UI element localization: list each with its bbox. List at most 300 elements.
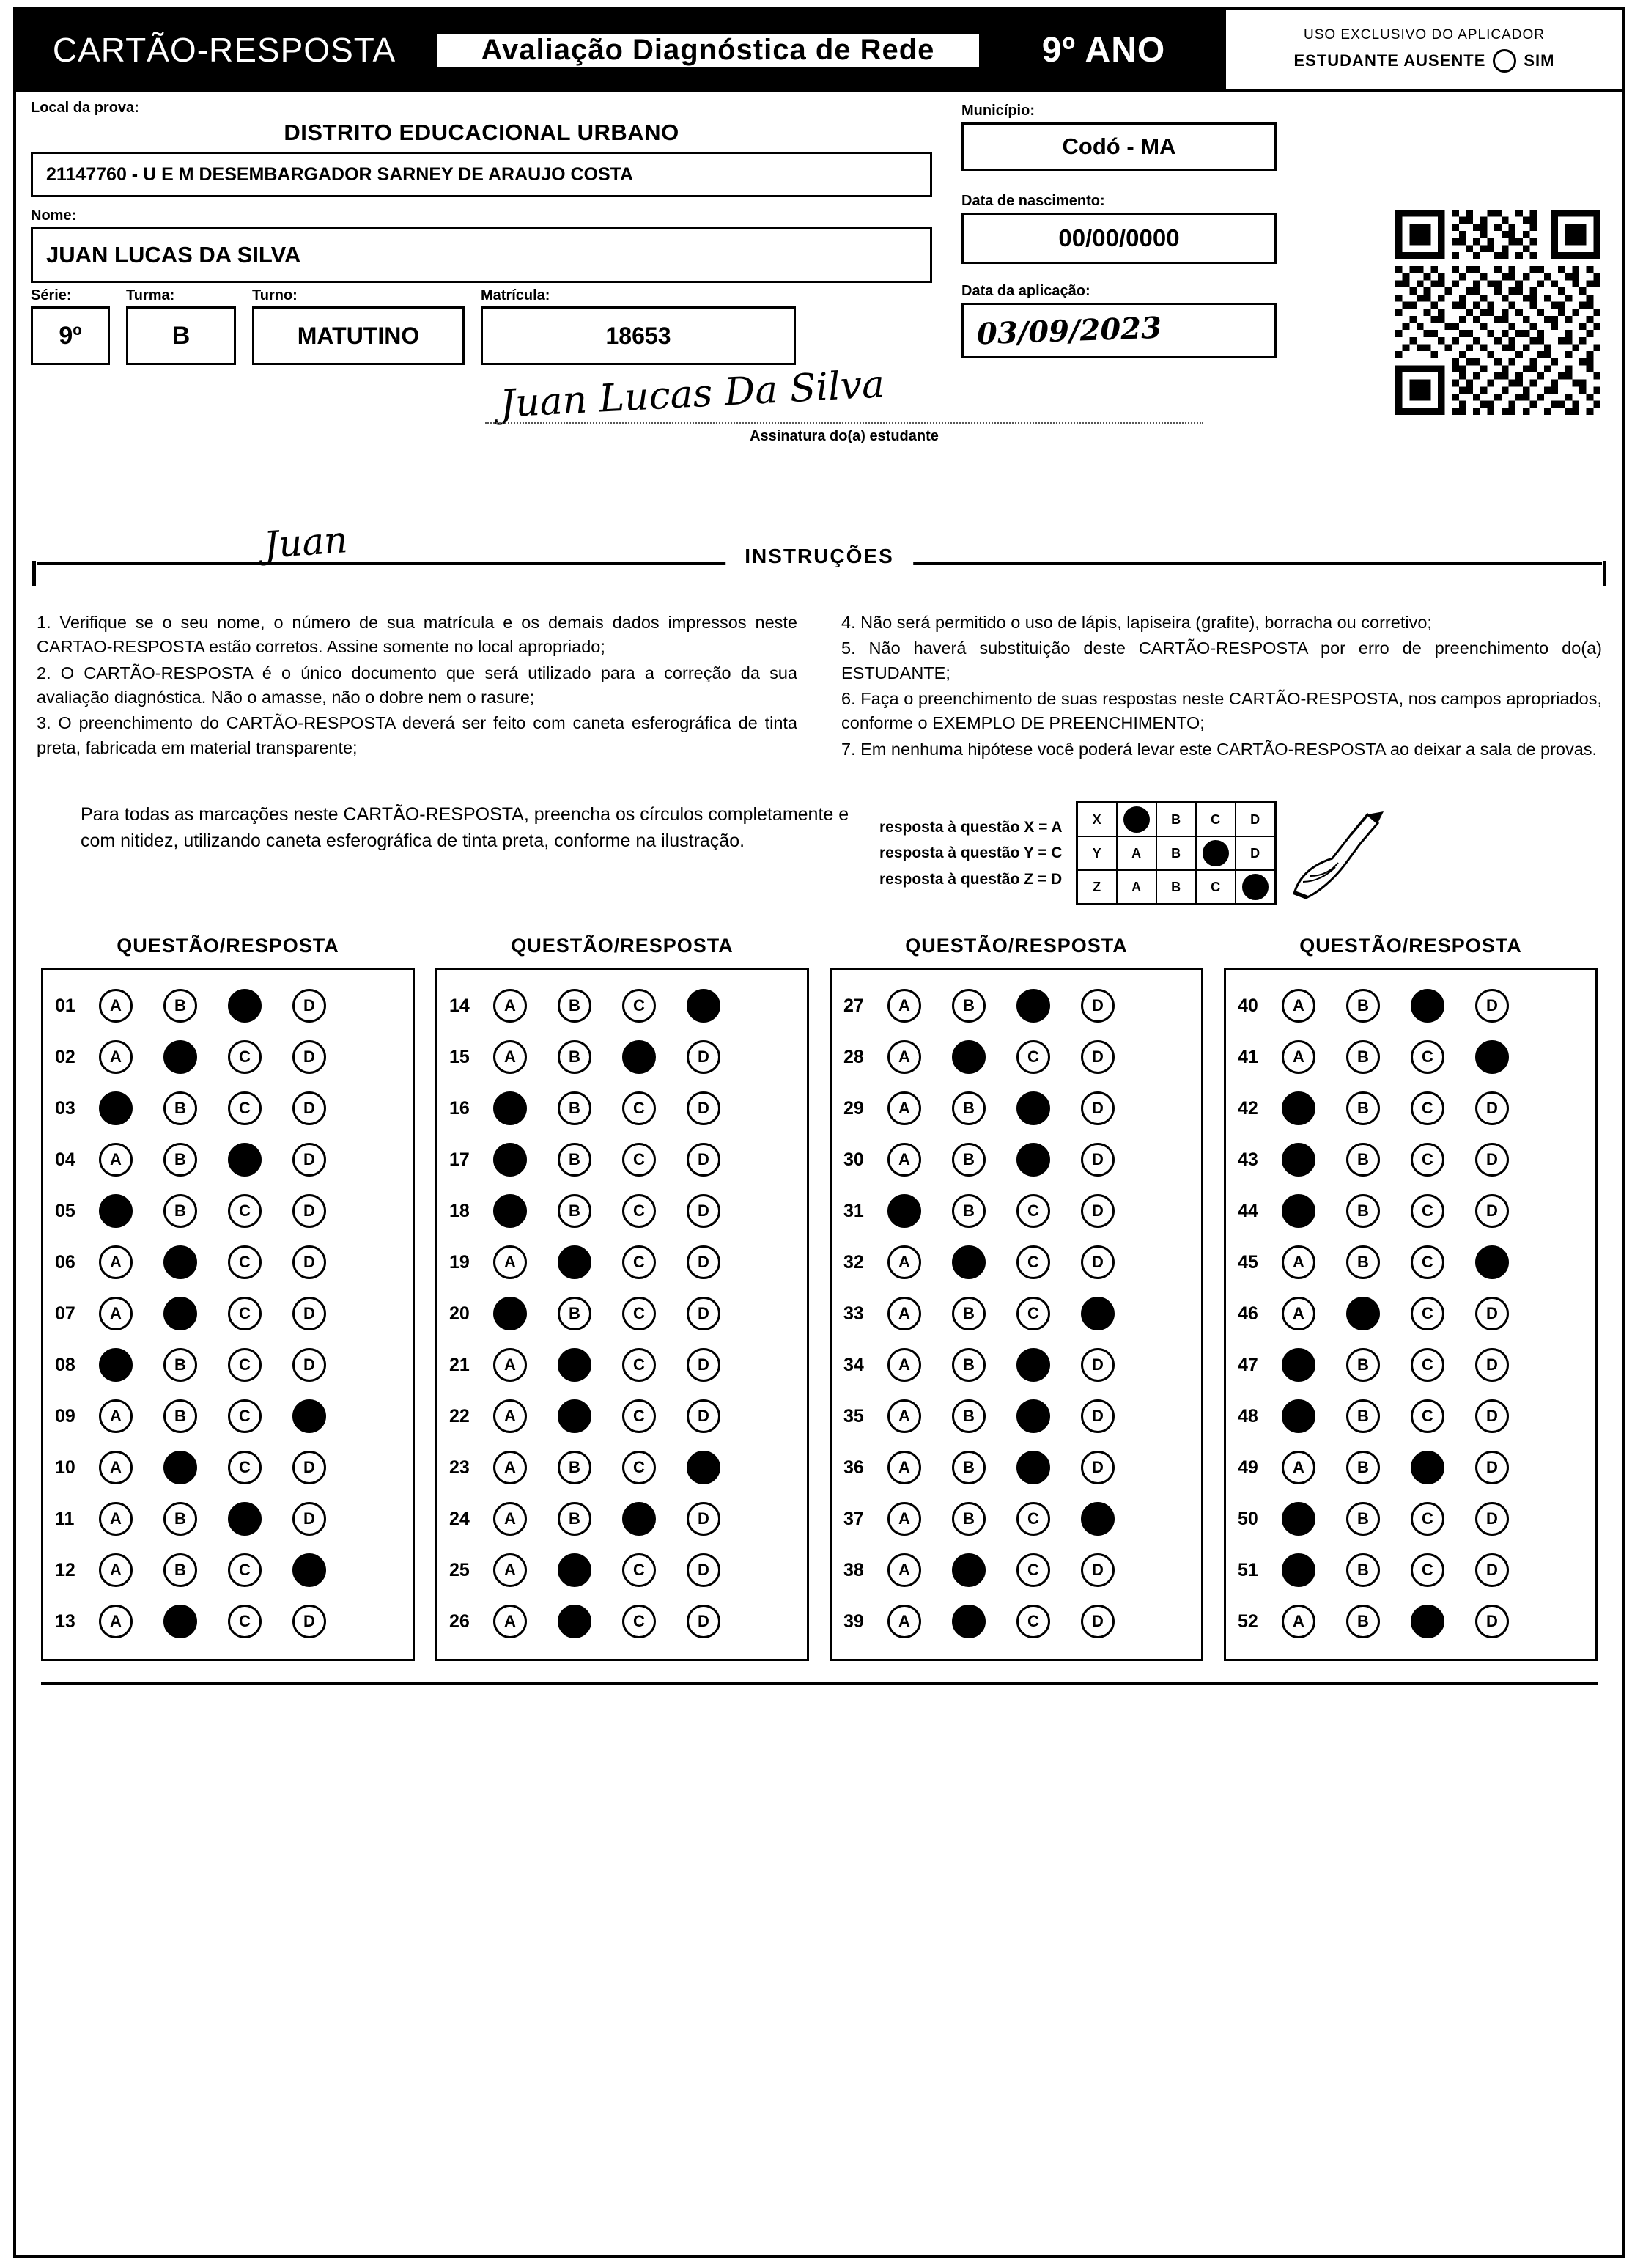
example-bubble-b: B [1157, 803, 1197, 837]
answer-bubble-b[interactable]: B [163, 1553, 197, 1587]
example-bubble-b: B [1157, 837, 1197, 871]
answer-bubble-d[interactable]: D [292, 1194, 326, 1228]
answer-bubble-c[interactable]: C [228, 1040, 262, 1074]
student-name-field: JUAN LUCAS DA SILVA [31, 227, 932, 283]
answer-row [55, 1237, 401, 1288]
answer-bubble-b[interactable]: B [558, 1502, 591, 1536]
answer-row [55, 1185, 401, 1237]
answer-bubble-d[interactable]: D [687, 1245, 720, 1279]
answer-row [449, 1442, 795, 1493]
answer-bubble-d[interactable]: D [1475, 1553, 1509, 1587]
question-number: 18 [449, 1200, 470, 1221]
answer-bubble-c[interactable]: C [228, 1297, 262, 1330]
answer-bubble-a[interactable]: A [887, 1245, 921, 1279]
answer-bubble-d[interactable] [1081, 1502, 1115, 1536]
answer-bubble-b[interactable]: B [952, 1091, 986, 1125]
answer-bubble-d[interactable] [687, 989, 720, 1023]
answer-bubble-a[interactable]: A [493, 1451, 527, 1484]
answer-bubble-a[interactable] [1282, 1553, 1315, 1587]
answer-bubble-c[interactable]: C [1411, 1553, 1444, 1587]
example-row-label: X [1078, 803, 1118, 837]
answer-bubble-a[interactable]: A [99, 1245, 133, 1279]
answer-bubble-a[interactable] [99, 1194, 133, 1228]
answer-bubble-b[interactable]: B [1346, 1245, 1380, 1279]
answer-bubble-a[interactable]: A [887, 1553, 921, 1587]
answer-bubble-a[interactable]: A [887, 1399, 921, 1433]
example-bubble-b: B [1157, 871, 1197, 903]
answer-row [843, 1391, 1189, 1442]
answer-bubble-a[interactable]: A [887, 1143, 921, 1177]
answer-bubbles [887, 1553, 1115, 1587]
signature-caption: Assinatura do(a) estudante [750, 428, 939, 444]
answer-bubble-c[interactable]: C [1016, 1297, 1050, 1330]
answer-bubble-d[interactable]: D [292, 1091, 326, 1125]
answer-bubble-a[interactable]: A [1282, 1040, 1315, 1074]
answer-row [1238, 1391, 1584, 1442]
answer-bubbles [887, 1451, 1115, 1484]
answer-bubble-a[interactable]: A [493, 1040, 527, 1074]
answer-row [843, 1134, 1189, 1185]
answer-bubble-d[interactable]: D [1081, 1348, 1115, 1382]
applicator-label: USO EXCLUSIVO DO APLICADOR [1303, 27, 1546, 43]
answer-bubble-a[interactable]: A [99, 1605, 133, 1638]
answer-bubble-d[interactable]: D [687, 1348, 720, 1382]
answer-bubble-c[interactable] [1016, 1399, 1050, 1433]
question-number: 29 [843, 1097, 864, 1119]
answer-bubble-b[interactable] [558, 1553, 591, 1587]
absent-student-label: ESTUDANTE AUSENTE [1293, 51, 1486, 70]
answer-bubble-c[interactable] [1016, 989, 1050, 1023]
example-legend-line: resposta à questão Y = C [879, 844, 1063, 862]
answer-bubble-b[interactable] [558, 1399, 591, 1433]
answer-bubble-a[interactable]: A [99, 1040, 133, 1074]
answer-bubble-a[interactable]: A [887, 1297, 921, 1330]
answer-bubble-a[interactable] [1282, 1502, 1315, 1536]
answer-bubble-c[interactable] [228, 989, 262, 1023]
answer-bubble-c[interactable]: C [1016, 1040, 1050, 1074]
answer-bubble-b[interactable]: B [558, 989, 591, 1023]
answer-bubble-d[interactable]: D [687, 1297, 720, 1330]
answer-bubble-d[interactable]: D [1081, 1194, 1115, 1228]
question-number: 04 [55, 1149, 75, 1170]
answer-bubble-b[interactable]: B [558, 1297, 591, 1330]
answer-bubbles [99, 1502, 326, 1536]
answer-row [449, 980, 795, 1031]
answer-bubble-a[interactable]: A [99, 1451, 133, 1484]
answer-bubble-d[interactable]: D [687, 1194, 720, 1228]
answer-bubbles [887, 1143, 1115, 1177]
birthdate-field: 00/00/0000 [961, 213, 1277, 264]
answer-bubble-a[interactable]: A [99, 1399, 133, 1433]
answer-bubble-c[interactable]: C [1411, 1502, 1444, 1536]
answer-bubble-a[interactable]: A [99, 1502, 133, 1536]
answer-bubble-c[interactable]: C [622, 989, 656, 1023]
answer-row [1238, 1442, 1584, 1493]
question-number: 47 [1238, 1354, 1258, 1375]
answer-bubbles [887, 1245, 1115, 1279]
answer-bubble-b[interactable]: B [1346, 1091, 1380, 1125]
example-bubble-d: D [1236, 837, 1274, 871]
answer-bubble-d[interactable]: D [1475, 1605, 1509, 1638]
answer-bubble-b[interactable] [163, 1605, 197, 1638]
answer-bubble-d[interactable]: D [292, 1245, 326, 1279]
answer-bubble-a[interactable] [1282, 1194, 1315, 1228]
answer-bubble-d[interactable]: D [1081, 1553, 1115, 1587]
answer-bubbles [887, 1399, 1115, 1433]
answer-bubble-a[interactable]: A [887, 1605, 921, 1638]
answer-bubble-b[interactable]: B [952, 1399, 986, 1433]
answer-bubble-d[interactable]: D [1475, 1451, 1509, 1484]
answer-bubble-b[interactable]: B [558, 1451, 591, 1484]
answer-row [1238, 1339, 1584, 1391]
answer-bubble-c[interactable]: C [622, 1553, 656, 1587]
answer-bubbles [493, 1451, 720, 1484]
answer-bubble-d[interactable]: D [687, 1502, 720, 1536]
question-number: 37 [843, 1508, 864, 1529]
answer-bubble-c[interactable]: C [622, 1143, 656, 1177]
answer-bubble-c[interactable] [1016, 1091, 1050, 1125]
answer-bubble-d[interactable]: D [292, 1451, 326, 1484]
answer-bubble-c[interactable] [1411, 1451, 1444, 1484]
answer-bubble-a[interactable]: A [99, 1553, 133, 1587]
answer-bubble-b[interactable]: B [952, 1297, 986, 1330]
answer-bubble-b[interactable]: B [1346, 1605, 1380, 1638]
answer-bubble-a[interactable]: A [1282, 1297, 1315, 1330]
answer-bubble-a[interactable]: A [887, 1451, 921, 1484]
answer-bubble-c[interactable]: C [228, 1245, 262, 1279]
question-number: 34 [843, 1354, 864, 1375]
answer-bubble-b[interactable] [558, 1348, 591, 1382]
answer-row [55, 1083, 401, 1134]
answer-bubble-c[interactable]: C [1411, 1194, 1444, 1228]
answer-bubbles [1282, 1297, 1509, 1330]
answer-column-box [1224, 968, 1598, 1661]
answer-row [1238, 1185, 1584, 1237]
answer-bubble-c[interactable] [1016, 1143, 1050, 1177]
answer-bubble-a[interactable] [493, 1143, 527, 1177]
answer-bubble-b[interactable]: B [1346, 1451, 1380, 1484]
answer-bubble-c[interactable]: C [622, 1451, 656, 1484]
answer-bubble-d[interactable]: D [1475, 1194, 1509, 1228]
example-bubble-filled [1203, 840, 1229, 866]
answer-bubble-a[interactable]: A [493, 1553, 527, 1587]
answer-bubble-d[interactable] [292, 1399, 326, 1433]
answer-bubble-b[interactable]: B [558, 1194, 591, 1228]
answer-bubble-a[interactable]: A [493, 1399, 527, 1433]
answer-bubble-b[interactable]: B [1346, 1040, 1380, 1074]
answer-bubble-c[interactable]: C [1411, 1245, 1444, 1279]
answer-bubble-b[interactable]: B [163, 1143, 197, 1177]
answer-bubble-a[interactable]: A [887, 1502, 921, 1536]
turma-field: B [126, 306, 236, 365]
answer-bubbles [493, 1348, 720, 1382]
example-bubble-a: A [1118, 871, 1157, 903]
answer-bubble-b[interactable] [163, 1040, 197, 1074]
birthdate-label: Data de nascimento: [961, 193, 1105, 209]
answer-bubble-a[interactable]: A [493, 989, 527, 1023]
answer-bubble-d[interactable]: D [1081, 989, 1115, 1023]
example-row-label: Y [1078, 837, 1118, 871]
answer-bubble-d[interactable]: D [1475, 1502, 1509, 1536]
answer-bubble-b[interactable]: B [1346, 1553, 1380, 1587]
answer-bubble-c[interactable]: C [1016, 1605, 1050, 1638]
answer-bubble-a[interactable] [493, 1297, 527, 1330]
answer-row [843, 980, 1189, 1031]
question-number: 44 [1238, 1200, 1258, 1221]
answer-row [1238, 1493, 1584, 1544]
answer-bubbles [887, 1348, 1115, 1382]
answer-bubble-d[interactable]: D [292, 1040, 326, 1074]
answer-bubble-d[interactable]: D [1475, 1297, 1509, 1330]
answer-column-2 [435, 935, 809, 1661]
answer-bubble-d[interactable]: D [1081, 1040, 1115, 1074]
answer-bubble-b[interactable]: B [1346, 1502, 1380, 1536]
question-number: 17 [449, 1149, 470, 1170]
answer-row [55, 1596, 401, 1647]
answer-bubble-d[interactable] [687, 1451, 720, 1484]
answer-bubble-a[interactable]: A [99, 989, 133, 1023]
document-header [16, 10, 1622, 92]
answer-row [843, 1339, 1189, 1391]
question-number: 14 [449, 995, 470, 1016]
answer-bubble-a[interactable]: A [99, 1297, 133, 1330]
answer-bubble-c[interactable]: C [228, 1399, 262, 1433]
answer-bubble-d[interactable]: D [1081, 1399, 1115, 1433]
answer-bubble-c[interactable] [1411, 989, 1444, 1023]
answer-bubble-d[interactable]: D [292, 1297, 326, 1330]
example-row [1078, 803, 1274, 837]
answer-bubble-c[interactable]: C [1016, 1553, 1050, 1587]
answer-bubble-b[interactable]: B [1346, 1143, 1380, 1177]
question-number: 32 [843, 1251, 864, 1273]
answer-bubble-b[interactable]: B [163, 1194, 197, 1228]
answer-bubble-c[interactable]: C [228, 1194, 262, 1228]
question-number: 10 [55, 1457, 75, 1478]
answer-bubble-b[interactable] [952, 1040, 986, 1074]
answer-bubble-d[interactable]: D [292, 1605, 326, 1638]
answer-bubble-c[interactable]: C [228, 1091, 262, 1125]
answer-bubble-c[interactable]: C [228, 1348, 262, 1382]
answer-bubble-b[interactable]: B [1346, 989, 1380, 1023]
answer-column-4 [1224, 935, 1598, 1661]
answer-bubbles [1282, 1553, 1509, 1587]
answer-bubble-a[interactable]: A [99, 1143, 133, 1177]
answer-bubble-a[interactable]: A [493, 1348, 527, 1382]
answer-row [55, 1134, 401, 1185]
instruction-item: 3. O preenchimento do CARTÃO-RESPOSTA deverá ser feito com caneta esferográfica de tinta preta, fabricada em material transparente; [37, 713, 797, 757]
answer-bubble-c[interactable] [1411, 1605, 1444, 1638]
answer-bubble-b[interactable] [163, 1451, 197, 1484]
answer-bubble-b[interactable]: B [952, 1502, 986, 1536]
answer-bubble-c[interactable]: C [1411, 1297, 1444, 1330]
answer-bubble-c[interactable]: C [1016, 1194, 1050, 1228]
answer-bubble-c[interactable] [228, 1502, 262, 1536]
answer-bubble-d[interactable]: D [1475, 1399, 1509, 1433]
question-number: 40 [1238, 995, 1258, 1016]
answer-bubble-d[interactable]: D [292, 989, 326, 1023]
answer-bubble-b[interactable]: B [952, 989, 986, 1023]
answer-bubble-d[interactable]: D [1475, 989, 1509, 1023]
instructions-section [37, 518, 1602, 905]
answer-bubble-c[interactable]: C [622, 1194, 656, 1228]
answer-bubble-d[interactable] [1475, 1245, 1509, 1279]
answer-bubble-a[interactable]: A [493, 1245, 527, 1279]
answer-bubble-a[interactable]: A [887, 989, 921, 1023]
answer-bubble-b[interactable] [952, 1605, 986, 1638]
question-number: 26 [449, 1610, 470, 1632]
answer-bubbles [493, 1143, 720, 1177]
answer-bubble-a[interactable]: A [493, 1605, 527, 1638]
answer-bubble-c[interactable]: C [1411, 1091, 1444, 1125]
answer-row [1238, 1288, 1584, 1339]
answer-bubble-d[interactable]: D [687, 1605, 720, 1638]
answer-bubbles [493, 1297, 720, 1330]
answer-bubble-d[interactable]: D [292, 1502, 326, 1536]
answer-bubble-a[interactable]: A [1282, 989, 1315, 1023]
answer-bubble-b[interactable]: B [558, 1091, 591, 1125]
answer-bubble-b[interactable]: B [952, 1451, 986, 1484]
turno-field: MATUTINO [252, 306, 465, 365]
answer-bubble-a[interactable] [1282, 1348, 1315, 1382]
answer-bubble-c[interactable]: C [622, 1245, 656, 1279]
answer-bubble-b[interactable] [1346, 1297, 1380, 1330]
example-bubble-d [1236, 871, 1274, 903]
answer-bubble-a[interactable]: A [493, 1502, 527, 1536]
turma-label: Turma: [126, 287, 175, 303]
question-number: 49 [1238, 1457, 1258, 1478]
answer-bubbles [493, 989, 720, 1023]
answer-bubble-b[interactable] [163, 1245, 197, 1279]
answer-bubble-c[interactable]: C [1411, 1040, 1444, 1074]
answer-bubble-d[interactable]: D [1475, 1091, 1509, 1125]
answer-bubble-a[interactable]: A [887, 1040, 921, 1074]
answer-bubble-a[interactable]: A [1282, 1245, 1315, 1279]
turno-label: Turno: [252, 287, 298, 303]
answer-bubble-a[interactable]: A [887, 1091, 921, 1125]
answer-bubble-d[interactable] [1475, 1040, 1509, 1074]
answer-bubble-c[interactable] [1016, 1348, 1050, 1382]
answer-bubble-a[interactable] [99, 1091, 133, 1125]
answer-bubble-d[interactable] [1081, 1297, 1115, 1330]
answer-bubble-d[interactable]: D [1081, 1451, 1115, 1484]
answer-bubble-c[interactable]: C [228, 1553, 262, 1587]
example-bubble-c: C [1197, 871, 1236, 903]
answer-bubble-c[interactable]: C [1016, 1502, 1050, 1536]
answer-bubble-d[interactable]: D [1081, 1245, 1115, 1279]
answer-bubble-a[interactable] [1282, 1399, 1315, 1433]
answer-bubble-d[interactable]: D [687, 1040, 720, 1074]
answer-bubble-b[interactable]: B [952, 1348, 986, 1382]
answer-bubble-a[interactable] [99, 1348, 133, 1382]
answer-bubbles [493, 1091, 720, 1125]
answer-bubble-c[interactable]: C [228, 1605, 262, 1638]
answer-bubble-a[interactable] [1282, 1091, 1315, 1125]
answer-bubble-a[interactable]: A [1282, 1451, 1315, 1484]
answer-bubble-b[interactable]: B [952, 1143, 986, 1177]
answer-bubble-b[interactable]: B [558, 1040, 591, 1074]
answer-bubble-d[interactable]: D [687, 1143, 720, 1177]
answer-bubble-c[interactable]: C [228, 1451, 262, 1484]
answer-bubble-a[interactable] [1282, 1143, 1315, 1177]
answer-bubble-b[interactable]: B [558, 1143, 591, 1177]
absent-checkbox-icon[interactable] [1493, 49, 1516, 73]
question-number: 07 [55, 1303, 75, 1324]
answer-sheet-document [13, 7, 1625, 2258]
answer-bubble-b[interactable]: B [163, 1091, 197, 1125]
answer-bubble-a[interactable] [887, 1194, 921, 1228]
answer-row [55, 1288, 401, 1339]
answer-bubble-c[interactable]: C [1411, 1399, 1444, 1433]
answer-bubbles [493, 1040, 720, 1074]
answer-bubble-a[interactable]: A [887, 1348, 921, 1382]
answer-bubble-d[interactable]: D [292, 1348, 326, 1382]
answer-bubble-c[interactable]: C [622, 1348, 656, 1382]
answer-row [55, 1442, 401, 1493]
instruction-item: 7. Em nenhuma hipótese você poderá levar este CARTÃO-RESPOSTA ao deixar a sala de provas. [841, 739, 1598, 759]
answer-bubble-d[interactable]: D [292, 1143, 326, 1177]
answer-bubble-b[interactable] [558, 1245, 591, 1279]
question-number: 25 [449, 1559, 470, 1580]
answer-bubble-d[interactable]: D [1081, 1605, 1115, 1638]
answer-bubbles [493, 1245, 720, 1279]
answer-bubble-b[interactable]: B [1346, 1348, 1380, 1382]
answer-bubble-d[interactable]: D [1475, 1143, 1509, 1177]
answer-row [449, 1237, 795, 1288]
answer-bubble-a[interactable] [493, 1091, 527, 1125]
answer-bubble-d[interactable]: D [1475, 1348, 1509, 1382]
answer-bubble-b[interactable]: B [1346, 1399, 1380, 1433]
answer-bubble-c[interactable] [622, 1502, 656, 1536]
answer-bubble-c[interactable]: C [622, 1091, 656, 1125]
answer-bubble-d[interactable]: D [687, 1553, 720, 1587]
answer-bubble-c[interactable]: C [1411, 1143, 1444, 1177]
answer-bubble-a[interactable]: A [1282, 1605, 1315, 1638]
answer-bubble-c[interactable] [1016, 1451, 1050, 1484]
answer-row [1238, 1083, 1584, 1134]
answer-bubble-b[interactable] [952, 1553, 986, 1587]
answer-bubbles [99, 1605, 326, 1638]
answer-bubble-b[interactable]: B [163, 1399, 197, 1433]
answer-bubble-c[interactable]: C [622, 1297, 656, 1330]
answer-bubble-b[interactable]: B [163, 1348, 197, 1382]
answer-bubble-b[interactable] [558, 1605, 591, 1638]
answer-bubble-c[interactable]: C [1411, 1348, 1444, 1382]
answer-bubble-b[interactable]: B [952, 1194, 986, 1228]
answer-bubbles [493, 1399, 720, 1433]
answer-bubble-c[interactable] [228, 1143, 262, 1177]
example-bubble-d: D [1236, 803, 1274, 837]
answer-bubble-d[interactable]: D [1081, 1143, 1115, 1177]
answer-bubble-b[interactable]: B [1346, 1194, 1380, 1228]
identification-section [16, 92, 1622, 562]
answer-bubble-a[interactable] [493, 1194, 527, 1228]
answer-bubble-b[interactable]: B [163, 1502, 197, 1536]
answer-bubble-d[interactable]: D [687, 1091, 720, 1125]
answer-bubble-d[interactable]: D [1081, 1091, 1115, 1125]
answer-bubble-c[interactable]: C [1016, 1245, 1050, 1279]
answer-row [449, 1185, 795, 1237]
answer-bubble-c[interactable]: C [622, 1399, 656, 1433]
local-label: Local da prova: [31, 100, 139, 116]
answer-bubble-d[interactable]: D [687, 1399, 720, 1433]
answer-bubble-c[interactable] [622, 1040, 656, 1074]
answer-bubble-d[interactable] [292, 1553, 326, 1587]
example-bubble-a [1118, 803, 1157, 837]
answer-bubble-b[interactable] [163, 1297, 197, 1330]
answer-bubble-c[interactable]: C [622, 1605, 656, 1638]
answer-bubble-b[interactable]: B [163, 989, 197, 1023]
answer-bubble-b[interactable] [952, 1245, 986, 1279]
